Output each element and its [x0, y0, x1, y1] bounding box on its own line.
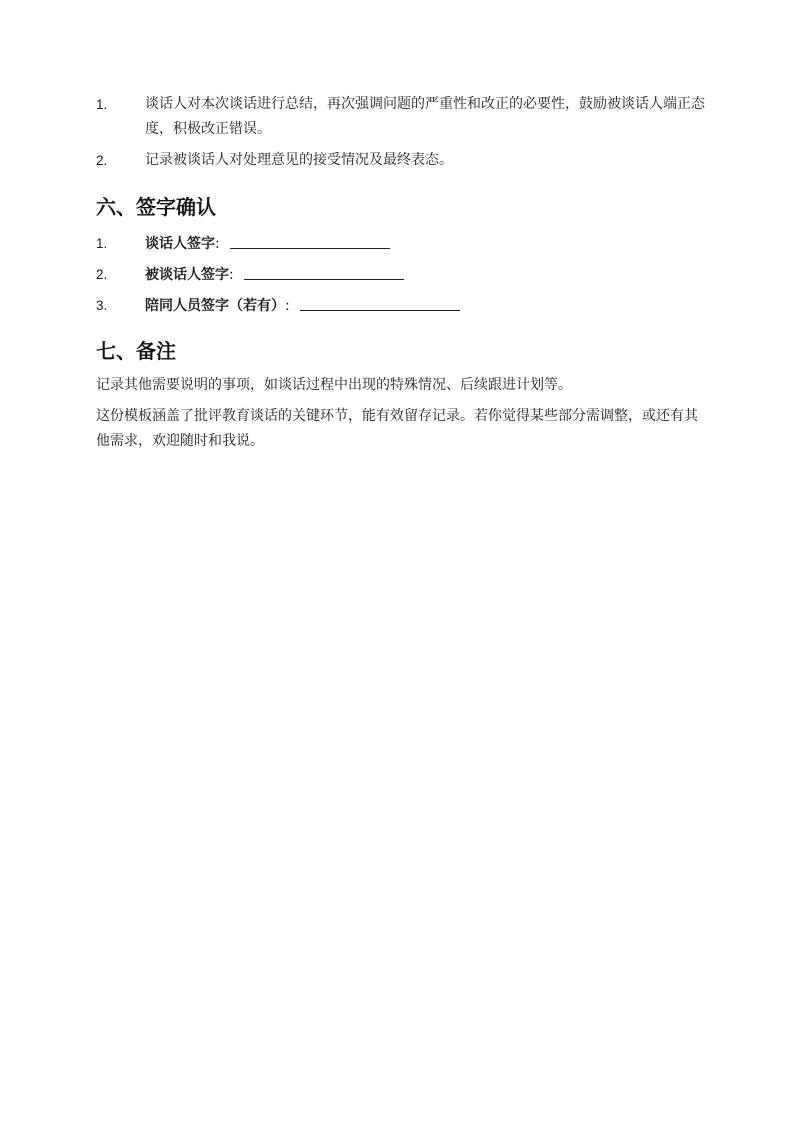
list-item: [96, 92, 706, 142]
signature-item-interviewer: [96, 231, 706, 257]
signature-label: 被谈话人签字: [145, 267, 229, 283]
signature-line[interactable]: [244, 262, 404, 280]
signature-item-interviewee: [96, 262, 706, 288]
signature-label: 谈话人签字: [145, 236, 215, 252]
section-heading-notes: 七、备注: [96, 339, 176, 363]
signature-label: 陪同人员签字（若有）: [145, 298, 285, 314]
list-number: 3.: [96, 298, 108, 313]
document-page: [96, 92, 706, 460]
closing-paragraph: 这份模板涵盖了批评教育谈话的关键环节，能有效留存记录。若你觉得某些部分需调整，或还有其他需求，欢迎随时和我说。: [96, 408, 698, 449]
list-text: 记录被谈话人对处理意见的接受情况及最终表态。: [145, 152, 453, 168]
signature-colon: :: [215, 236, 220, 252]
signature-colon: :: [229, 267, 234, 283]
list-number: 1.: [96, 236, 108, 251]
section-heading-signature: 六、签字确认: [96, 195, 216, 219]
signature-item-accompanying: [96, 293, 706, 319]
list-number: 1.: [96, 97, 108, 112]
summary-list: [96, 92, 706, 173]
list-number: 2.: [96, 267, 108, 282]
notes-paragraph: 记录其他需要说明的事项，如谈话过程中出现的特殊情况、后续跟进计划等。: [96, 377, 572, 393]
list-number: 2.: [96, 153, 108, 168]
list-item: [96, 148, 706, 173]
list-text: 谈话人对本次谈话进行总结，再次强调问题的严重性和改正的必要性，鼓励被谈话人端正态度，积极改正错误。: [145, 96, 705, 137]
signature-colon: :: [285, 298, 290, 314]
signature-line[interactable]: [230, 231, 390, 249]
signature-list: [96, 231, 706, 319]
signature-line[interactable]: [300, 293, 460, 311]
